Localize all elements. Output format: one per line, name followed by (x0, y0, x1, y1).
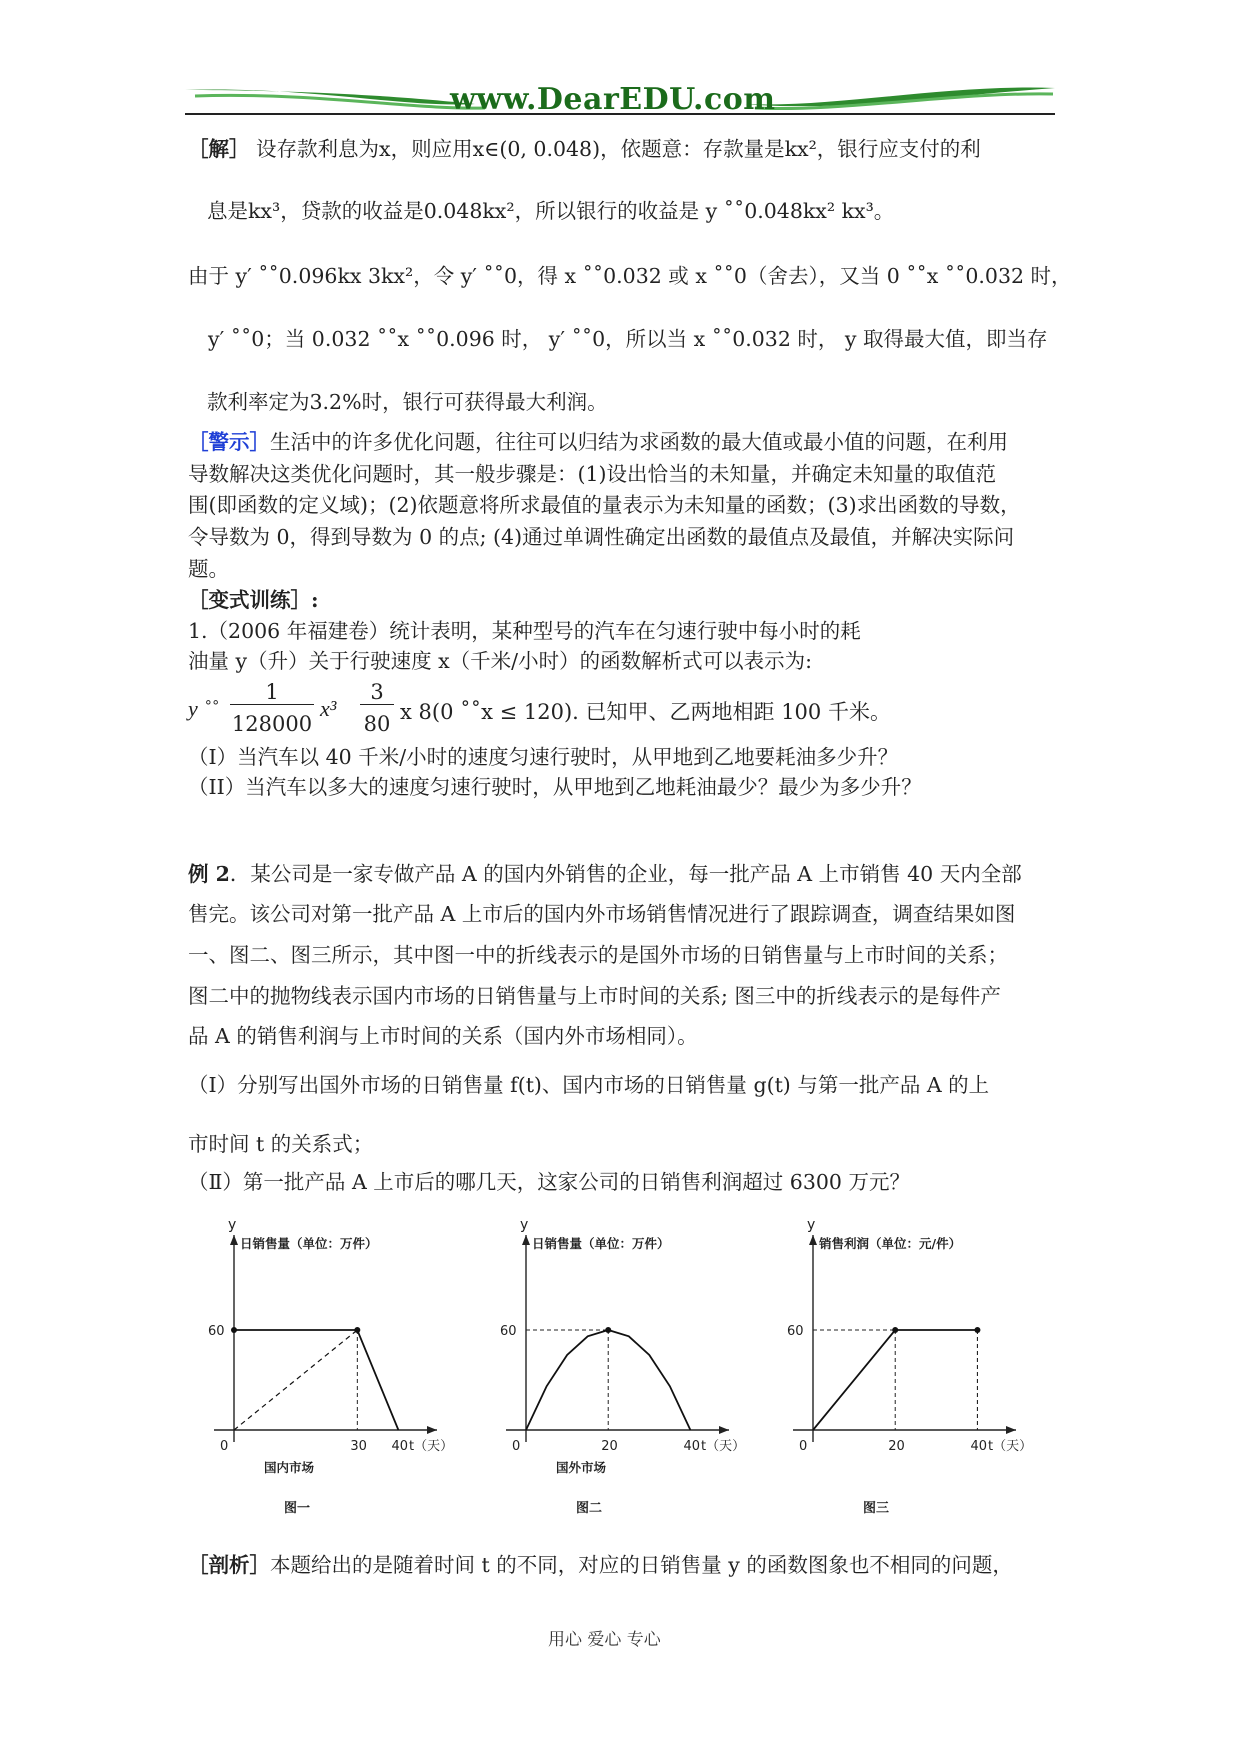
variant-question-1: （I）当汽车以 40 千米/小时的速度匀速行驶时，从甲地到乙地要耗油多少升？ (188, 745, 899, 769)
x-tick-label: 40 (683, 1439, 700, 1454)
solution-tag: ［解］ (188, 137, 250, 161)
y-tick-label: 60 (787, 1324, 804, 1339)
example2-question-2: （Ⅱ）第一批产品 A 上市后的哪几天，这家公司的日销售利润超过 6300 万元？ (188, 1170, 910, 1194)
example2-line-1 (188, 860, 1022, 888)
analysis-line-1 (188, 1551, 1013, 1579)
x-tick-label: 30 (350, 1439, 367, 1454)
solution-line-4: y′ ˚˚0；当 0.032 ˚˚x ˚˚0.096 时， y′ ˚˚0，所以当 x ˚˚0.032 时， y 取得最大值，即当存 (208, 327, 1048, 351)
series-line-0 (234, 1330, 398, 1430)
variant-line-2: 油量 y（升）关于行驶速度 x（千米/小时）的函数解析式可以表示为: (188, 649, 812, 673)
y-axis-label: y (228, 1217, 237, 1233)
x-tick-label: 0 (799, 1439, 808, 1454)
series-line-1 (234, 1330, 357, 1430)
y-tick-label: 60 (500, 1324, 517, 1339)
chart-1 (198, 1215, 468, 1519)
example2-line-3: 一、图二、图三所示，其中图一中的折线表示的是国外市场的日销售量与上市时间的关系； (188, 943, 1008, 967)
x-tick-label: 0 (220, 1439, 229, 1454)
fraction-1-numerator: 1 (230, 680, 314, 705)
x-tick-label: 0 (512, 1439, 521, 1454)
example2-question-1a: （Ⅰ）分别写出国外市场的日销售量 f(t)、国内市场的日销售量 g(t) 与第一批产品 A 的上 (188, 1073, 990, 1097)
formula-cubic-term: x³ (320, 696, 337, 721)
chart-2 (490, 1215, 760, 1519)
chart-subtitle: 国内市场 (264, 1460, 315, 1475)
analysis-text-1: 本题给出的是随着时间 t 的不同，对应的日销售量 y 的函数图象也不相同的问题， (270, 1553, 1013, 1577)
solution-line-1 (188, 135, 981, 163)
data-point (974, 1327, 980, 1333)
warning-line-3: 围(即函数的定义域)；(2)依题意将所求最值的量表示为未知量的函数；(3)求出函数的导数， (188, 493, 1021, 517)
example2-question-1b: 市时间 t 的关系式； (188, 1132, 374, 1156)
warning-tag: ［警示］ (188, 430, 270, 454)
x-tick-label: 20 (601, 1439, 618, 1454)
chart-caption: 图一 (284, 1501, 311, 1515)
chart-title: 日销售量（单位：万件） (240, 1236, 378, 1251)
solution-line-2: 息是kx³，贷款的收益是0.048kx²，所以银行的收益是 y ˚˚0.048kx² kx³。 (207, 199, 895, 223)
solution-line-3: 由于 y′ ˚˚0.096kx 3kx²，令 y′ ˚˚0，得 x ˚˚0.032 或 x ˚˚0（舍去），又当 0 ˚˚x ˚˚0.032 时， (188, 264, 1072, 288)
site-logo[interactable]: www.DearEDU.com (450, 82, 776, 117)
fraction-2-numerator: 3 (360, 680, 394, 705)
example2-line-5: 品 A 的销售利润与上市时间的关系（国内外市场相同）。 (188, 1024, 698, 1048)
y-axis-arrow-icon (809, 1235, 817, 1245)
example2-line-4: 图二中的抛物线表示国内市场的日销售量与上市时间的关系; 图三中的折线表示的是每件产 (188, 984, 1001, 1008)
variant-line-1: 1.（2006 年福建卷）统计表明，某种型号的汽车在匀速行驶中每小时的耗 (188, 619, 861, 643)
x-tick-label: 20 (888, 1439, 905, 1454)
example2-line-2: 售完。该公司对第一批产品 A 上市后的国内外市场销售情况进行了跟踪调查，调查结果如图 (188, 902, 1016, 926)
warning-text-1: 生活中的许多优化问题，往往可以归结为求函数的最大值或最小值的问题，在利用 (270, 430, 1008, 454)
chart-subtitle: 国外市场 (556, 1460, 607, 1475)
x-axis-label: t（天） (409, 1439, 454, 1454)
warning-line-5: 题。 (188, 557, 229, 581)
y-axis-arrow-icon (230, 1235, 238, 1245)
y-axis-label: y (520, 1217, 529, 1233)
chart-title: 日销售量（单位：万件） (532, 1236, 670, 1251)
x-axis-arrow-icon (1006, 1426, 1016, 1434)
data-point (605, 1327, 611, 1333)
chart-3 (777, 1215, 1047, 1519)
page-footer: 用心 爱心 专心 (548, 1630, 661, 1650)
solution-text-1: 设存款利息为x，则应用x∈(0, 0.048)，依题意：存款量是kx²，银行应支付的利 (256, 137, 981, 161)
x-axis-label: t（天） (988, 1439, 1033, 1454)
chart-3-svg (777, 1215, 1047, 1515)
variant-question-2: （II）当汽车以多大的速度匀速行驶时，从甲地到乙地耗油最少？最少为多少升？ (188, 775, 922, 799)
chart-caption: 图三 (863, 1501, 890, 1515)
warning-line-2: 导数解决这类优化问题时，其一般步骤是：(1)设出恰当的未知量，并确定未知量的取值范 (188, 462, 997, 486)
data-point (231, 1327, 237, 1333)
analysis-tag: ［剖析］ (188, 1553, 270, 1577)
fraction-1-denominator: 128000 (231, 712, 313, 736)
formula-prefix: y ˚˚ (188, 696, 218, 721)
data-point (892, 1327, 898, 1333)
example2-tag: 例 2 (188, 862, 230, 886)
x-axis-arrow-icon (427, 1426, 437, 1434)
x-axis-arrow-icon (719, 1426, 729, 1434)
chart-2-svg (490, 1215, 760, 1515)
formula-tail: x 8(0 ˚˚x ≤ 120). 已知甲、乙两地相距 100 千米。 (400, 700, 891, 724)
warning-line-1 (188, 428, 1008, 456)
x-axis-label: t（天） (701, 1439, 746, 1454)
y-axis-label: y (807, 1217, 816, 1233)
header-divider (185, 113, 1055, 115)
fraction-2-denominator: 80 (363, 712, 391, 736)
solution-line-5: 款利率定为3.2%时，银行可获得最大利润。 (207, 390, 608, 414)
chart-1-svg (198, 1215, 468, 1515)
x-tick-label: 40 (970, 1439, 987, 1454)
variant-tag: ［变式训练］: (188, 588, 319, 612)
chart-title: 销售利润（单位：元/件） (819, 1236, 962, 1251)
example2-text-1: ．某公司是一家专做产品 A 的国内外销售的企业，每一批产品 A 上市销售 40 天内全部 (229, 862, 1022, 886)
y-tick-label: 60 (208, 1324, 225, 1339)
y-axis-arrow-icon (522, 1235, 530, 1245)
warning-line-4: 令导数为 0，得到导数为 0 的点; (4)通过单调性确定出函数的最值点及最值，并解决实际问 (188, 525, 1015, 549)
x-tick-label: 40 (391, 1439, 408, 1454)
chart-caption: 图二 (576, 1501, 603, 1515)
